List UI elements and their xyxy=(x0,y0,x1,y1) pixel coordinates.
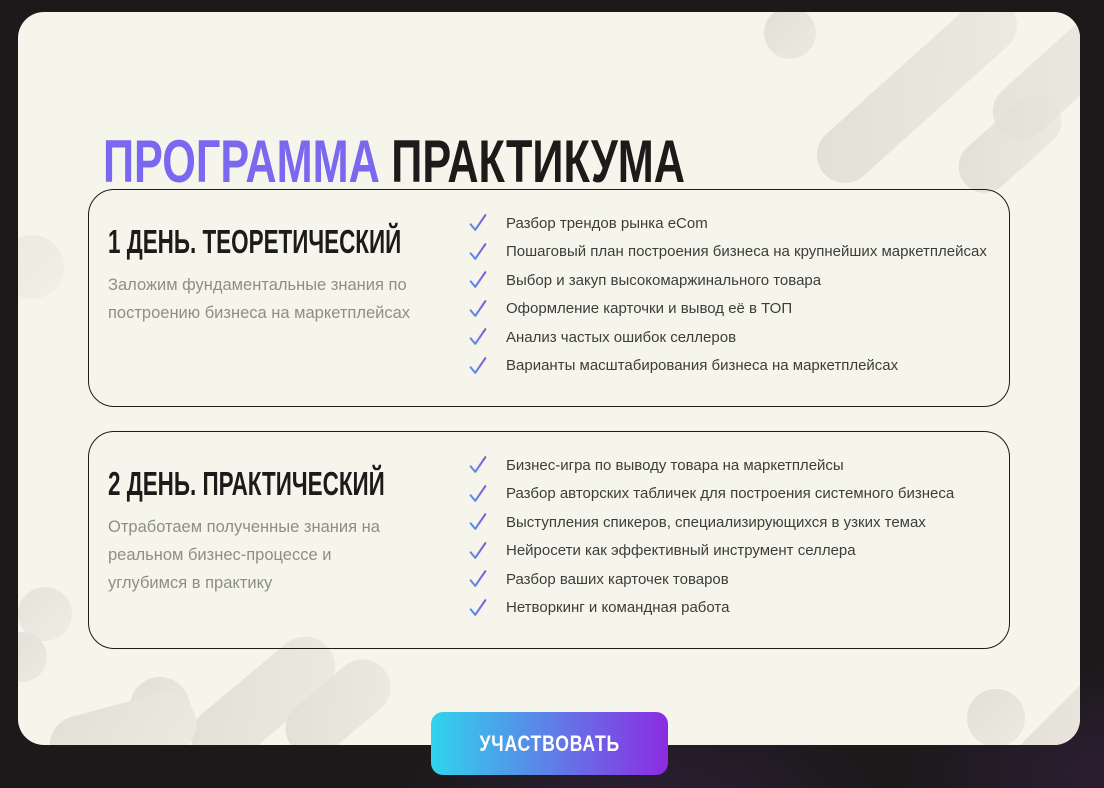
page-title-rest: ПРАКТИКУМА xyxy=(391,128,685,196)
checkmark-icon xyxy=(466,453,490,477)
participate-button-label: УЧАСТВОВАТЬ xyxy=(479,730,620,756)
topic-text: Выбор и закуп высокомаржинального товара xyxy=(506,271,822,289)
topic-text: Варианты масштабирования бизнеса на маркетплейсах xyxy=(506,357,899,375)
topic-list-item xyxy=(466,238,999,267)
day-card xyxy=(88,431,1010,649)
checkmark-icon xyxy=(466,211,490,235)
topic-list-item xyxy=(466,209,999,238)
checkmark-icon xyxy=(466,354,490,378)
day-description: Отработаем полученные знания на реальном бизнес-процессе и углубимся в практику xyxy=(108,517,380,592)
deco-circle xyxy=(764,12,816,59)
topic-text: Анализ частых ошибок селлеров xyxy=(506,328,737,346)
topic-text: Пошаговый план построения бизнеса на крупнейших маркетплейсах xyxy=(506,243,987,261)
day-heading: 1 ДЕНЬ. ТЕОРЕТИЧЕСКИЙ xyxy=(108,223,402,260)
topic-text: Разбор трендов рынка eCom xyxy=(506,214,708,232)
topic-list-item xyxy=(466,537,999,566)
page-title xyxy=(103,128,685,196)
topic-list-item xyxy=(466,352,999,381)
checkmark-icon xyxy=(466,325,490,349)
topic-text: Нетворкинг и командная работа xyxy=(506,599,730,617)
page-title-accent: ПРОГРАММА xyxy=(103,128,380,196)
topic-text: Выступления спикеров, специализирующихся в узких темах xyxy=(506,513,926,531)
checkmark-icon xyxy=(466,482,490,506)
checkmark-icon xyxy=(466,297,490,321)
topic-list-item xyxy=(466,508,999,537)
day-card-intro xyxy=(89,432,465,648)
day-heading: 2 ДЕНЬ. ПРАКТИЧЕСКИЙ xyxy=(108,465,385,502)
day-description: Заложим фундаментальные знания по построению бизнеса на маркетплейсах xyxy=(108,275,411,322)
topic-text: Разбор авторских табличек для построения системного бизнеса xyxy=(506,485,955,503)
checkmark-icon xyxy=(466,567,490,591)
topic-text: Нейросети как эффективный инструмент селлера xyxy=(506,542,856,560)
content-panel xyxy=(18,12,1080,745)
day-topics-list xyxy=(465,432,1009,648)
checkmark-icon xyxy=(466,510,490,534)
checkmark-icon xyxy=(466,539,490,563)
topic-list-item xyxy=(466,565,999,594)
day-card-intro xyxy=(89,190,465,406)
topic-text: Оформление карточки и вывод её в ТОП xyxy=(506,300,793,318)
topic-text: Разбор ваших карточек товаров xyxy=(506,570,729,588)
checkmark-icon xyxy=(466,268,490,292)
topic-list-item xyxy=(466,594,999,623)
topic-list-item xyxy=(466,295,999,324)
checkmark-icon xyxy=(466,596,490,620)
day-card xyxy=(88,189,1010,407)
topic-text: Бизнес-игра по выводу товара на маркетплейсы xyxy=(506,456,844,474)
participate-button[interactable] xyxy=(431,712,668,775)
topic-list-item xyxy=(466,323,999,352)
day-topics-list xyxy=(465,190,1009,406)
program-cards xyxy=(88,189,1010,673)
checkmark-icon xyxy=(466,240,490,264)
deco-circle xyxy=(967,689,1025,745)
topic-list-item xyxy=(466,480,999,509)
topic-list-item xyxy=(466,266,999,295)
deco-circle xyxy=(18,235,64,299)
topic-list-item xyxy=(466,451,999,480)
